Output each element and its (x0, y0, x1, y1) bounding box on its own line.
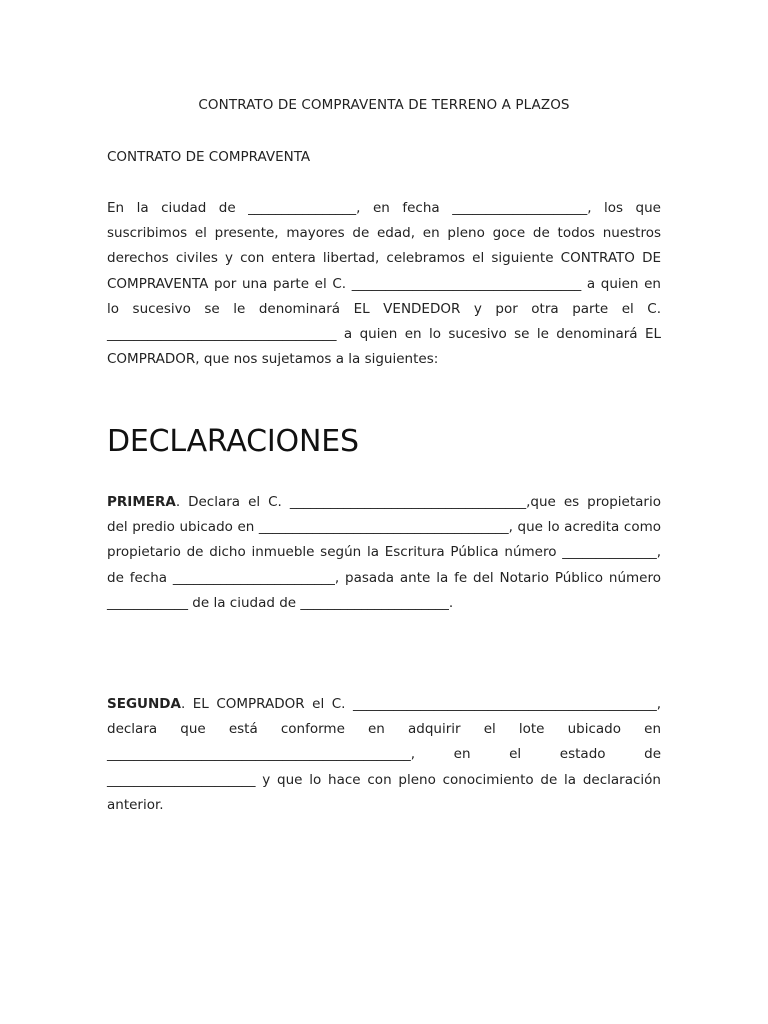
clause-primera-label: PRIMERA (107, 494, 176, 510)
clause-segunda-label: SEGUNDA (107, 696, 181, 712)
clause-primera (107, 490, 661, 616)
clause-primera-text: . Declara el C. ___________________________________,que es propietario del predio ubicado en _____________________________________, que lo acredita como propietario de dicho inmueble según la Escritura Pública número ______________, de fecha ________________________, pasada ante la fe del Notario Público número ____________ de la ciudad de ______________________. (107, 494, 661, 611)
clause-segunda-text: . EL COMPRADOR el C. _____________________________________________, declara que está conforme en adquirir el lote ubicado en _____________________________________________, en el estado de ______________________ y que lo hace con pleno conocimiento de la declaración anterior. (107, 696, 661, 813)
document-subtitle: CONTRATO DE COMPRAVENTA (107, 149, 311, 165)
intro-paragraph: En la ciudad de ________________, en fecha ____________________, los que suscribimos el presente, mayores de edad, en pleno goce de todos nuestros derechos civiles y con entera libertad, celebramos el siguiente CONTRATO DE COMPRAVENTA por una parte el C. __________________________________ a quien en lo sucesivo se le denominará EL VENDEDOR y por otra parte el C. __________________________________ a quien en lo sucesivo se le denominará EL COMPRADOR, que nos sujetamos a la siguientes: (107, 200, 661, 368)
clause-segunda (107, 692, 661, 818)
document-title: CONTRATO DE COMPRAVENTA DE TERRENO A PLAZOS (198, 97, 570, 113)
declarations-heading: DECLARACIONES (107, 424, 359, 459)
